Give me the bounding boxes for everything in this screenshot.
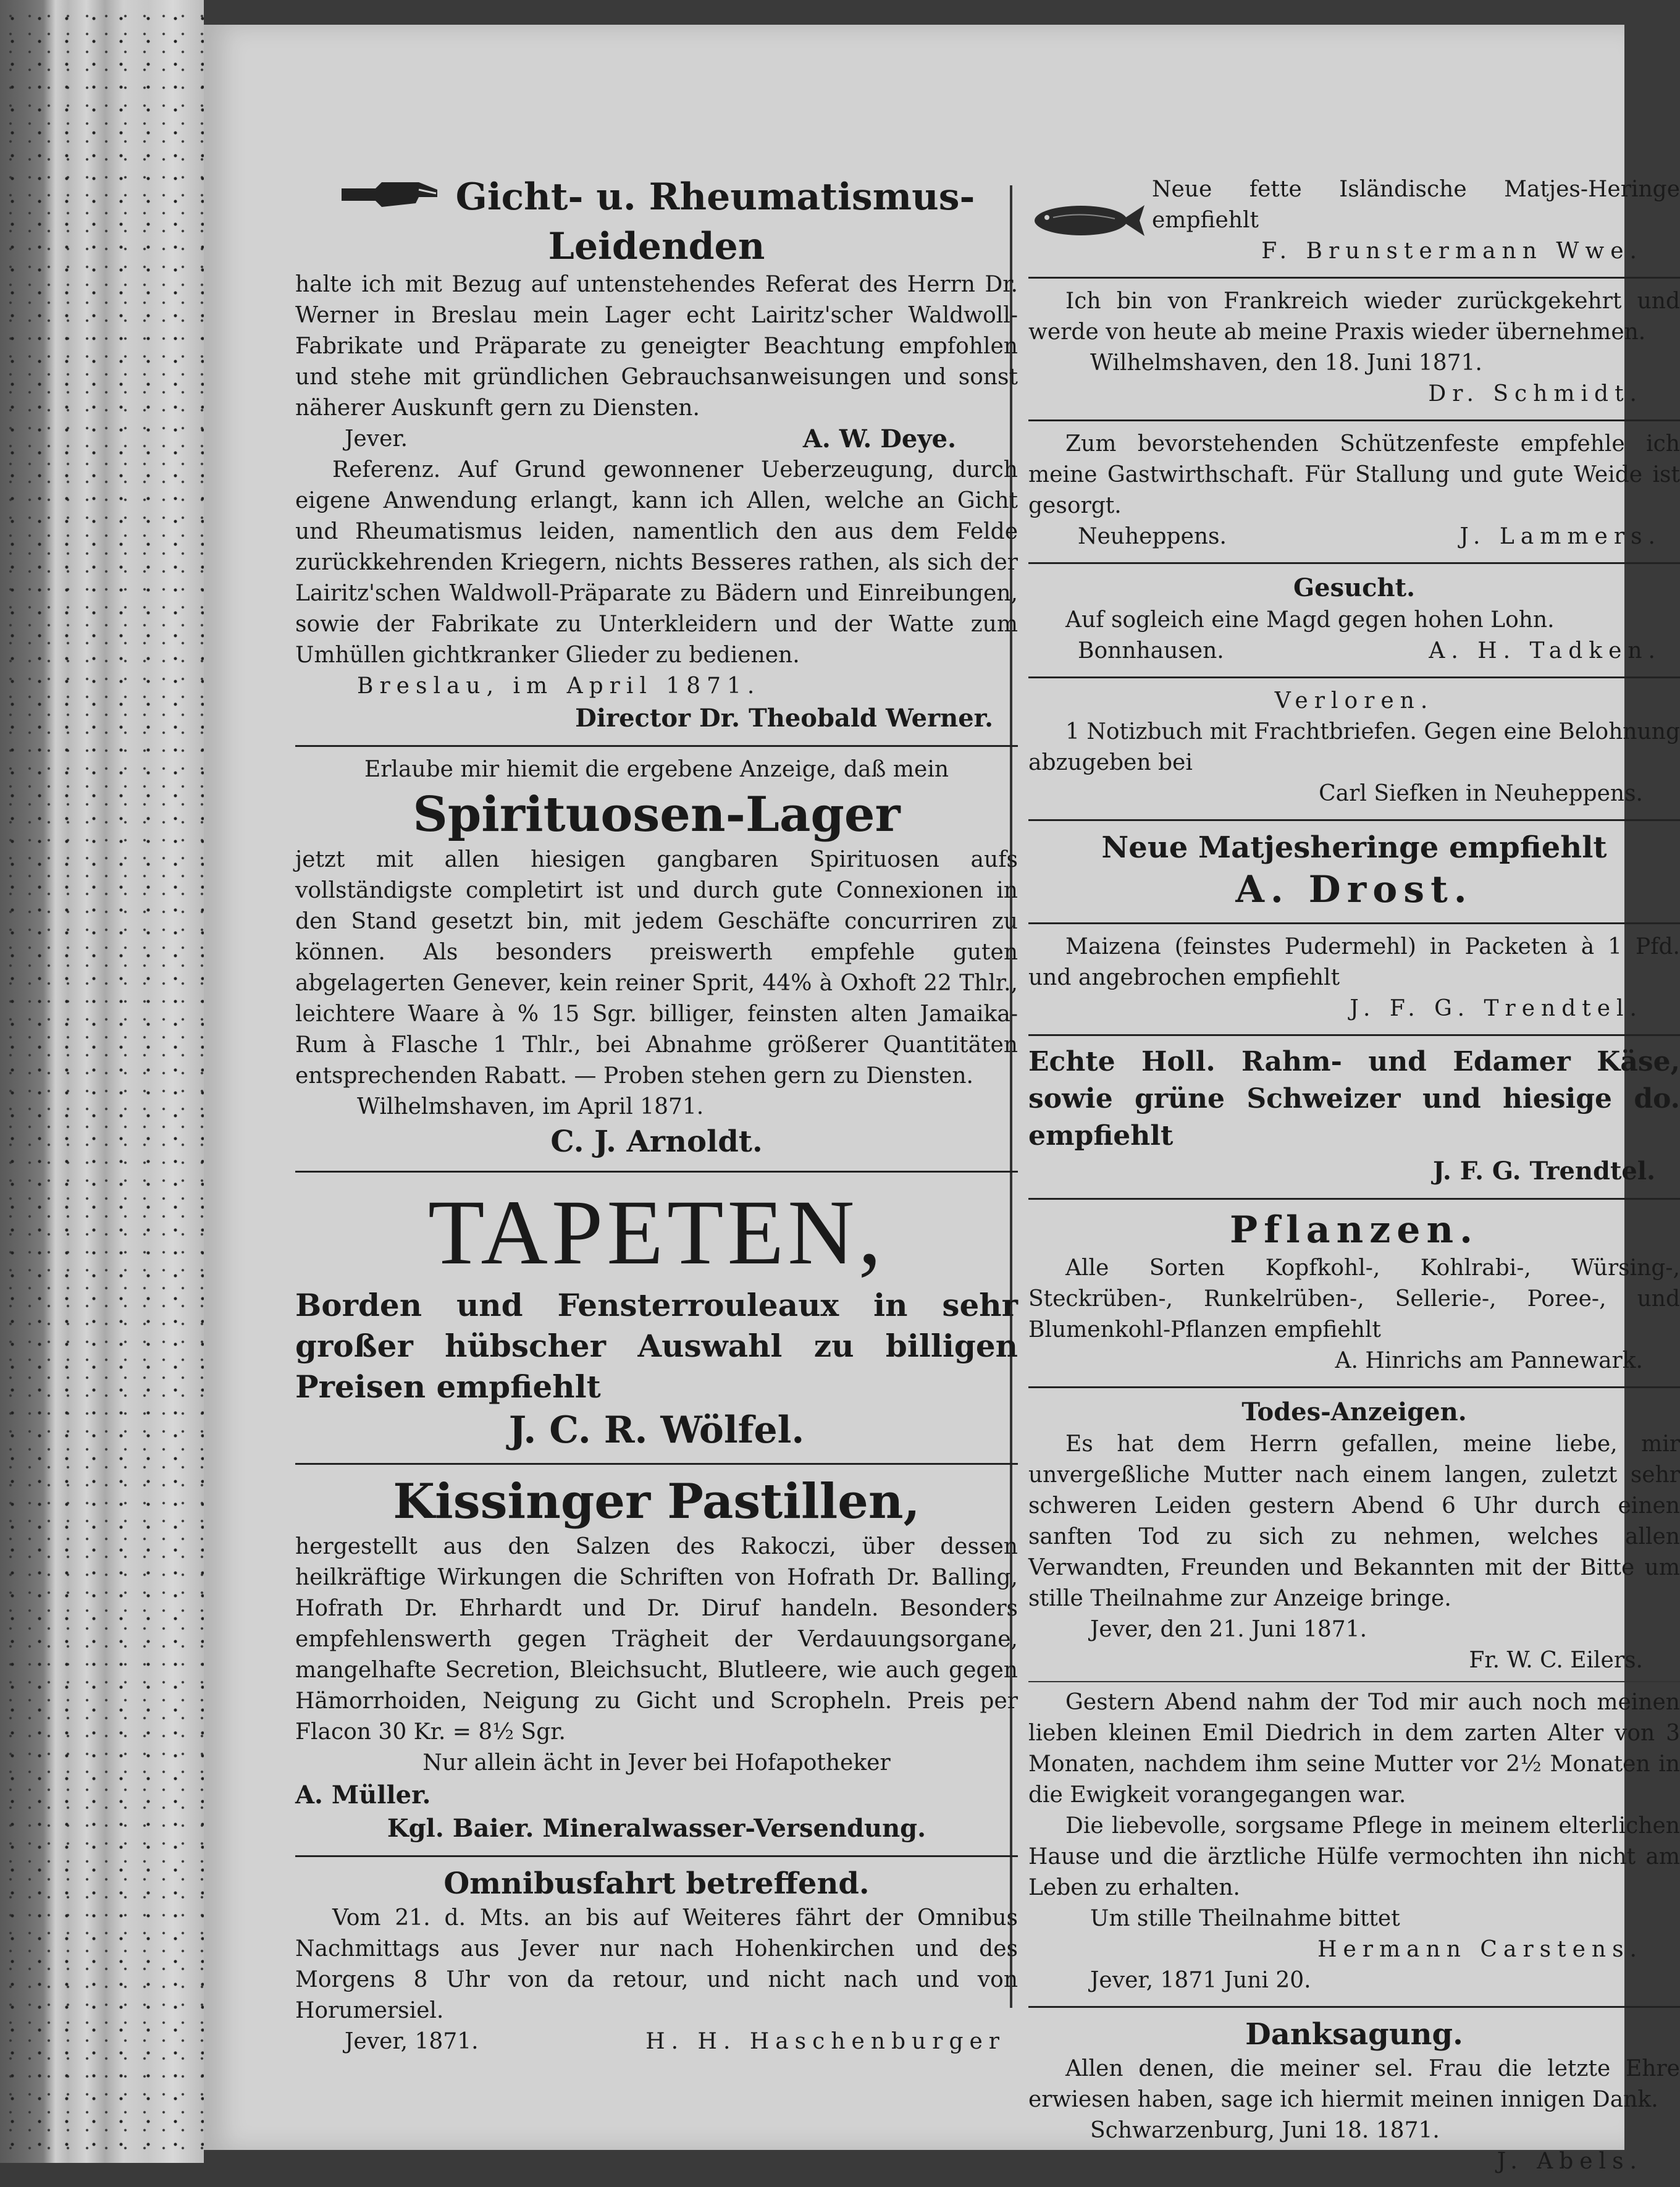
ad-todes	[1028, 1388, 1680, 2008]
pointing-hand-icon	[338, 176, 443, 224]
verloren-title: Verloren.	[1274, 688, 1434, 714]
ad-gicht	[295, 167, 1018, 747]
gicht-ref-signature: Director Dr. Theobald Werner.	[575, 704, 993, 733]
gicht-signature: A. W. Deye.	[802, 424, 956, 453]
heringe-body: Neue fette Isländische Matjes-Heringe empfiehlt	[1152, 177, 1680, 233]
schmidt-place: Wilhelmshaven, den 18. Juni 1871.	[1090, 350, 1482, 376]
right-column	[1028, 167, 1680, 2187]
maizena-body: Maizena (feinstes Pudermehl) in Packeten à 1 Pfd. und angebrochen empfiehlt	[1028, 934, 1680, 990]
spirituosen-body: jetzt mit allen hiesigen gangbaren Spirituosen aufs vollständigste completirt ist und durch gute Connexionen in den Stand gesetzt bin, mit jedem Geschäfte concurriren zu können. Als besonders preiswerth empfehle guten abgelagerten Genever, kein reiner Sprit, 44% à Oxhoft 22 Thlr., leichtere Waare à % 15 Sgr. billiger, feinsten alten Jamaika-Rum à Flasche 1 Thlr., bei Abnahme größerer Quantitäten entsprechenden Rabatt. — Proben stehen gern zu Diensten.	[295, 847, 1018, 1089]
lammers-body: Zum bevorstehenden Schützenfeste empfehle ich meine Gastwirthschaft. Für Stallung und gute Weide ist gesorgt.	[1028, 431, 1680, 518]
verloren-body: 1 Notizbuch mit Frachtbriefen. Gegen eine Belohnung abzugeben bei	[1028, 719, 1680, 775]
gicht-sign-row	[295, 424, 1018, 455]
gicht-title-row	[295, 174, 1018, 224]
todes-separator	[1028, 1681, 1680, 1682]
dank-place: Schwarzenburg, Juni 18. 1871.	[1090, 2118, 1440, 2143]
pflanzen-body: Alle Sorten Kopfkohl-, Kohlrabi-, Würsing-, Steckrüben-, Runkelrüben-, Sellerie-, Poree-, und Blumenkohl-Pflanzen empfiehlt	[1028, 1255, 1680, 1342]
spirituosen-signature: C. J. Arnoldt.	[550, 1124, 763, 1159]
book-page-edges	[0, 0, 204, 2163]
gesucht-sign-row	[1028, 636, 1680, 667]
todes-place-2: Jever, 1871 Juni 20.	[1090, 1968, 1311, 1993]
kaese-body: Echte Holl. Rahm- und Edamer Käse, sowie grüne Schweizer und hiesige do. empfiehlt	[1028, 1046, 1680, 1152]
heringe-row	[1028, 174, 1680, 267]
spirituosen-place: Wilhelmshaven, im April 1871.	[357, 1094, 704, 1119]
kissinger-note: Nur allein ächt in Jever bei Hofapotheker	[422, 1750, 891, 1776]
omnibus-title: Omnibusfahrt betreffend.	[443, 1866, 870, 1901]
ad-schmidt	[1028, 279, 1680, 421]
maizena-signature: J. F. G. Trendtel.	[1350, 996, 1643, 1021]
ad-heringe	[1028, 167, 1680, 279]
tapeten-body: Borden und Fensterrouleaux in sehr großer hübscher Auswahl zu billigen Preisen empfiehlt	[295, 1287, 1018, 1405]
kissinger-versendung: Kgl. Baier. Mineralwasser-Versendung.	[387, 1814, 926, 1843]
fish-icon	[1028, 199, 1152, 245]
dank-title: Danksagung.	[1245, 2017, 1463, 2052]
gicht-title: Gicht- u. Rheumatismus-	[455, 175, 975, 219]
pflanzen-signature: A. Hinrichs am Pannewark.	[1335, 1348, 1643, 1373]
newspaper-page	[204, 25, 1680, 2174]
ad-drost	[1028, 821, 1680, 924]
gesucht-body: Auf sogleich eine Magd gegen hohen Lohn.	[1065, 607, 1555, 633]
omnibus-signature: H. H. Haschenburger	[645, 2029, 1006, 2054]
ad-verloren	[1028, 678, 1680, 821]
ad-spirituosen	[295, 747, 1018, 1173]
todes-body-2: Gestern Abend nahm der Tod mir auch noch meinen lieben kleinen Emil Diedrich in dem zarten Alter von 3 Monaten, nachdem ihm seine Mutter vor 2½ Monaten in die Ewigkeit vorangegangen war.	[1028, 1690, 1680, 1808]
todes-title: Todes-Anzeigen.	[1241, 1397, 1467, 1426]
spirituosen-intro: Erlaube mir hiemit die ergebene Anzeige, daß mein	[364, 757, 949, 782]
lammers-signature: J. Lammers.	[1460, 524, 1661, 549]
left-column	[295, 167, 1018, 2067]
omnibus-sign-row	[295, 2026, 1018, 2057]
verloren-signature: Carl Siefken in Neuheppens.	[1319, 781, 1643, 806]
gicht-subtitle: Leidenden	[548, 225, 765, 268]
tapeten-title: TAPETEN,	[427, 1181, 886, 1284]
gicht-referenz: Referenz. Auf Grund gewonnener Ueberzeugung, durch eigene Anwendung erlangt, kann ich Allen, welche an Gicht und Rheumatismus leiden, namentlich den aus dem Felde zurückkehrenden Kriegern, nichts Besseres rathen, als sich der Lairitz'schen Waldwoll-Präparate zu Bädern und Einreibungen, sowie der Fabrikate zu Unterkleidern und der Watte zum Umhüllen gichtkranker Glieder zu bedienen.	[295, 457, 1018, 668]
heringe-signature: F. Brunstermann Wwe.	[1261, 238, 1643, 264]
heringe-text	[1152, 174, 1680, 267]
todes-signature-2: Hermann Carstens.	[1317, 1937, 1643, 1962]
kissinger-signature: A. Müller.	[295, 1780, 431, 1810]
spirituosen-title: Spirituosen-Lager	[413, 786, 901, 843]
drost-title: Neue Matjesheringe empfiehlt	[1101, 830, 1607, 865]
ad-kissinger	[295, 1465, 1018, 1857]
ad-omnibus	[295, 1857, 1018, 2067]
dank-signature: J. Abels.	[1497, 2149, 1643, 2174]
ad-maizena	[1028, 924, 1680, 1036]
todes-signature-1: Fr. W. C. Eilers.	[1469, 1648, 1643, 1673]
todes-body-1: Es hat dem Herrn gefallen, meine liebe, mir unvergeßliche Mutter nach einem langen, zuletzt sehr schweren Leiden gestern Abend 6 Uhr durch einen sanften Tod zu sich zu nehmen, welches allen Verwandten, Freunden und Bekannten mit der Bitte um stille Theilnahme zur Anzeige bringe.	[1028, 1431, 1680, 1611]
ad-dank	[1028, 2008, 1680, 2187]
gicht-body: halte ich mit Bezug auf untenstehendes Referat des Herrn Dr. Werner in Breslau mein Lager echt Lairitz'scher Waldwoll-Fabrikate und Präparate zu geneigter Beachtung empfohlen und stehe mit gründlichen Gebrauchsanweisungen und sonst näherer Auskunft gern zu Diensten.	[295, 272, 1018, 421]
ad-pflanzen	[1028, 1200, 1680, 1388]
todes-body-3: Die liebevolle, sorgsame Pflege in meinem elterlichen Hause und die ärztliche Hülfe vermochten ihn nicht am Leben zu erhalten.	[1028, 1813, 1680, 1900]
gesucht-signature: A. H. Tadken.	[1429, 638, 1661, 664]
ad-lammers	[1028, 421, 1680, 564]
gesucht-title: Gesucht.	[1293, 573, 1416, 602]
todes-bitte: Um stille Theilnahme bittet	[1090, 1906, 1400, 1931]
gicht-ref-place: Breslau, im April 1871.	[357, 673, 761, 699]
gesucht-place: Bonnhausen.	[1078, 638, 1224, 664]
dank-body: Allen denen, die meiner sel. Frau die letzte Ehre erwiesen haben, sage ich hiermit meinen innigen Dank.	[1028, 2056, 1680, 2112]
kaese-signature: J. F. G. Trendtel.	[1433, 1157, 1655, 1186]
ad-gesucht	[1028, 564, 1680, 678]
kissinger-body: hergestellt aus den Salzen des Rakoczi, über dessen heilkräftige Wirkungen die Schriften von Hofrath Dr. Balling, Hofrath Dr. Ehrhardt und Dr. Diruf handeln. Besonders empfehlenswerth gegen Trägheit der Verdauungsorgane, mangelhafte Secretion, Bleichsucht, Blutleere, wie auch gegen Hämorrhoiden, Neigung zu Gicht und Scropheln. Preis per Flacon 30 Kr. = 8½ Sgr.	[295, 1534, 1018, 1745]
todes-place-1: Jever, den 21. Juni 1871.	[1090, 1617, 1367, 1642]
schmidt-signature: Dr. Schmidt.	[1428, 381, 1643, 407]
drost-signature: A. Drost.	[1235, 868, 1473, 911]
pflanzen-title: Pflanzen.	[1230, 1208, 1479, 1252]
schmidt-body: Ich bin von Frankreich wieder zurückgekehrt und werde von heute ab meine Praxis wieder übernehmen.	[1028, 289, 1680, 345]
gicht-place: Jever.	[345, 426, 408, 452]
tapeten-signature: J. C. R. Wölfel.	[508, 1409, 805, 1452]
lammers-sign-row	[1028, 521, 1680, 552]
lammers-place: Neuheppens.	[1078, 524, 1227, 549]
ad-kaese	[1028, 1036, 1680, 1200]
omnibus-place: Jever, 1871.	[345, 2029, 479, 2054]
omnibus-body: Vom 21. d. Mts. an bis auf Weiteres fährt der Omnibus Nachmittags aus Jever nur nach Hohenkirchen und des Morgens 8 Uhr von da retour, und nicht nach und von Horumersiel.	[295, 1905, 1018, 2023]
ad-tapeten	[295, 1173, 1018, 1465]
kissinger-title: Kissinger Pastillen,	[393, 1473, 920, 1530]
